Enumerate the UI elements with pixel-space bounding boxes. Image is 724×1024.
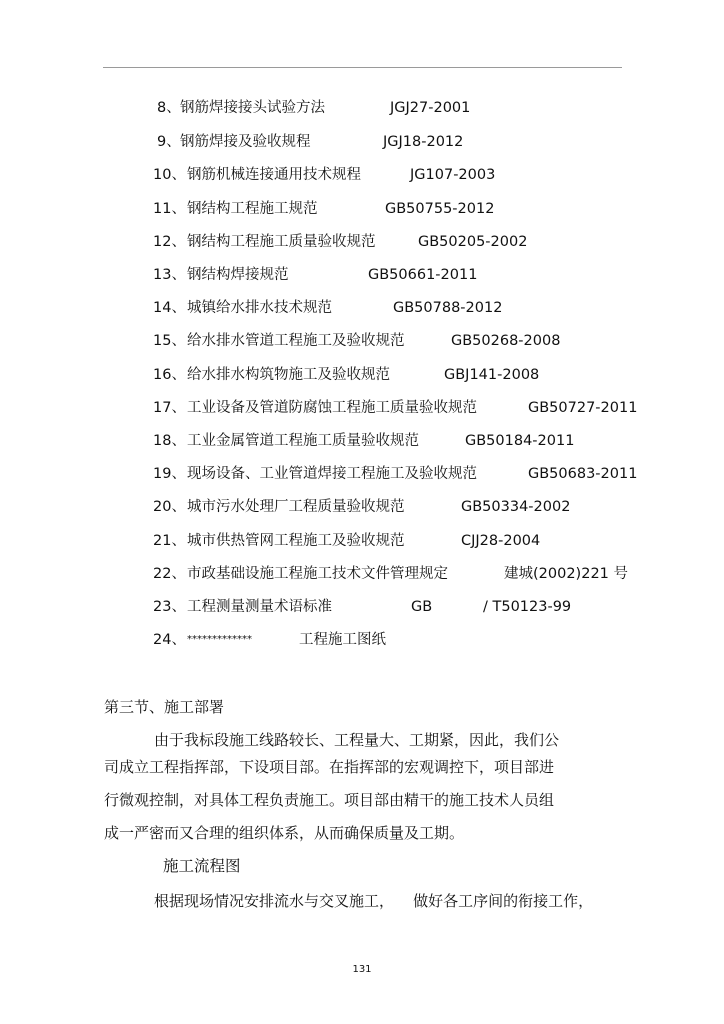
item-code-suffix: / T50123-99 bbox=[483, 599, 572, 615]
item-title: 钢筋焊接接头试验方法 bbox=[180, 100, 325, 116]
list-item bbox=[153, 330, 623, 352]
item-number: 24、 bbox=[153, 632, 186, 648]
item-title: 工程测量测量术语标准 bbox=[187, 599, 332, 615]
list-item bbox=[153, 563, 638, 585]
list-item bbox=[153, 530, 623, 552]
item-number: 12、 bbox=[153, 234, 186, 250]
item-number: 21、 bbox=[153, 533, 186, 549]
paragraph-line: 由于我标段施工线路较长、工程量大、工期紧，因此，我们公 bbox=[154, 731, 560, 749]
item-code: 建城(2002)221 号 bbox=[504, 566, 629, 582]
list-item bbox=[153, 463, 638, 485]
item-number: 9、 bbox=[157, 134, 181, 150]
item-code: GB50268-2008 bbox=[451, 333, 561, 349]
list-item bbox=[153, 629, 623, 651]
item-title: 给水排水管道工程施工及验收规范 bbox=[187, 333, 405, 349]
paragraph-line: 成一严密而又合理的组织体系，从而确保质量及工期。 bbox=[104, 824, 465, 842]
list-item bbox=[153, 596, 623, 618]
item-code: GB50683-2011 bbox=[528, 466, 638, 482]
list-item bbox=[153, 231, 623, 253]
item-number: 23、 bbox=[153, 599, 186, 615]
list-item bbox=[153, 364, 623, 386]
paragraph-line: 行微观控制，对具体工程负责施工。项目部由精干的施工技术人员组 bbox=[104, 791, 555, 809]
list-item bbox=[153, 397, 638, 419]
page-number: 131 bbox=[352, 964, 372, 975]
paragraph-line: 根据现场情况安排流水与交叉施工， 做好各工序间的衔接工作， bbox=[154, 892, 594, 910]
item-code: GB50184-2011 bbox=[465, 433, 575, 449]
item-number: 10、 bbox=[153, 167, 186, 183]
item-code: CJJ28-2004 bbox=[461, 533, 541, 549]
item-number: 8、 bbox=[157, 100, 181, 116]
item-title: 城市污水处理厂工程质量验收规范 bbox=[187, 499, 405, 515]
item-number: 22、 bbox=[153, 566, 186, 582]
item-title: 钢结构工程施工质量验收规范 bbox=[187, 234, 376, 250]
item-number: 17、 bbox=[153, 400, 186, 416]
item-title: 现场设备、工业管道焊接工程施工及验收规范 bbox=[187, 466, 477, 482]
item-title: 给水排水构筑物施工及验收规范 bbox=[187, 367, 390, 383]
item-code: JGJ18-2012 bbox=[383, 134, 464, 150]
item-title: 钢结构焊接规范 bbox=[187, 267, 289, 283]
list-item bbox=[153, 264, 623, 286]
item-title: 钢筋焊接及验收规程 bbox=[180, 134, 311, 150]
item-code: JG107-2003 bbox=[410, 167, 496, 183]
subheading: 施工流程图 bbox=[163, 857, 241, 875]
item-number: 13、 bbox=[153, 267, 186, 283]
item-title: 城市供热管网工程施工及验收规范 bbox=[187, 533, 405, 549]
item-code: 工程施工图纸 bbox=[299, 632, 386, 648]
list-item bbox=[157, 97, 617, 119]
item-number: 19、 bbox=[153, 466, 186, 482]
item-number: 18、 bbox=[153, 433, 186, 449]
item-number: 16、 bbox=[153, 367, 186, 383]
list-item bbox=[153, 198, 623, 220]
item-title: ************* bbox=[187, 634, 252, 645]
item-number: 20、 bbox=[153, 499, 186, 515]
list-item bbox=[153, 496, 623, 518]
paragraph-line: 司成立工程指挥部，下设项目部。在指挥部的宏观调控下，项目部进 bbox=[104, 758, 555, 776]
list-item bbox=[153, 297, 623, 319]
item-code: GB50661-2011 bbox=[368, 267, 478, 283]
item-title: 城镇给水排水技术规范 bbox=[187, 300, 332, 316]
item-code: GB50755-2012 bbox=[385, 201, 495, 217]
item-code: GB bbox=[411, 599, 433, 615]
item-title: 钢筋机械连接通用技术规程 bbox=[187, 167, 361, 183]
item-title: 市政基础设施工程施工技术文件管理规定 bbox=[187, 566, 448, 582]
header-rule bbox=[103, 67, 622, 68]
item-code: GB50727-2011 bbox=[528, 400, 638, 416]
item-number: 14、 bbox=[153, 300, 186, 316]
item-number: 15、 bbox=[153, 333, 186, 349]
item-code: GB50205-2002 bbox=[418, 234, 528, 250]
item-code: GB50788-2012 bbox=[393, 300, 503, 316]
section-heading: 第三节、施工部署 bbox=[104, 698, 225, 716]
item-title: 钢结构工程施工规范 bbox=[187, 201, 318, 217]
item-code: GB50334-2002 bbox=[461, 499, 571, 515]
item-number: 11、 bbox=[153, 201, 186, 217]
item-code: GBJ141-2008 bbox=[444, 367, 540, 383]
list-item bbox=[153, 430, 623, 452]
item-code: JGJ27-2001 bbox=[390, 100, 471, 116]
list-item bbox=[153, 164, 623, 186]
item-title: 工业金属管道工程施工质量验收规范 bbox=[187, 433, 419, 449]
list-item bbox=[157, 131, 617, 153]
item-title: 工业设备及管道防腐蚀工程施工质量验收规范 bbox=[187, 400, 477, 416]
